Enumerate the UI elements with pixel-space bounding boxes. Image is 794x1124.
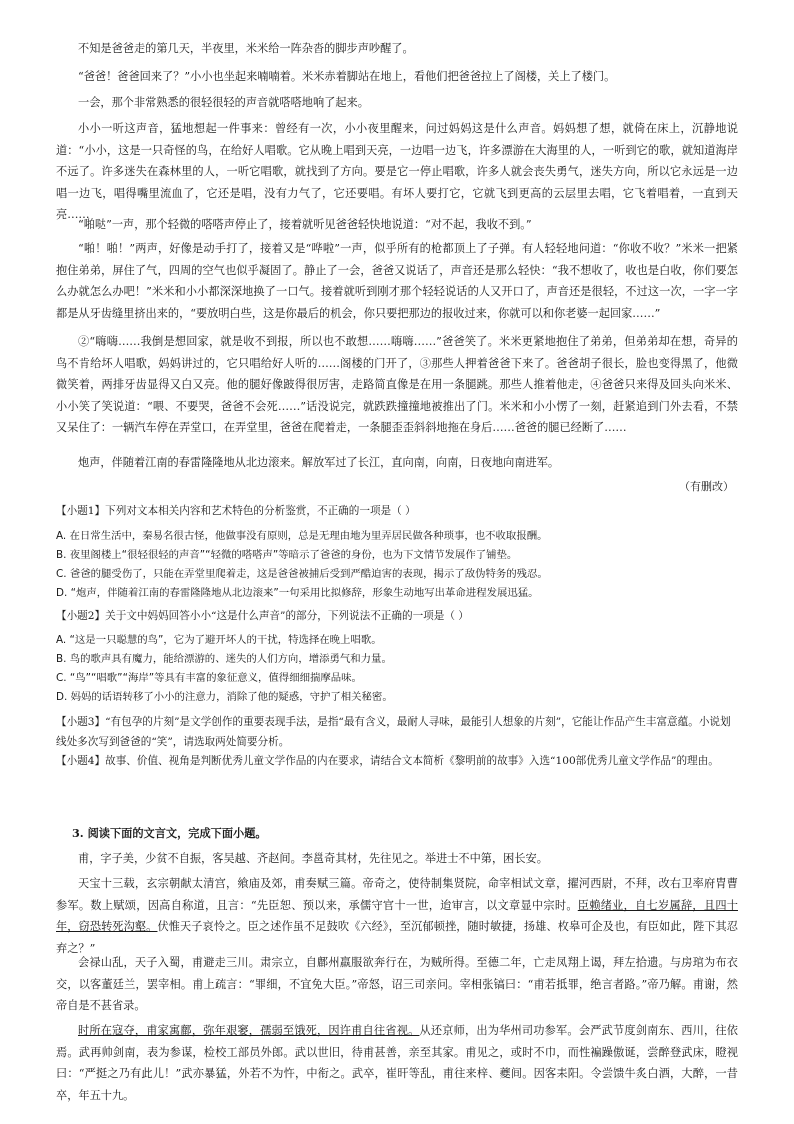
- question-2: 【小题2】关于文中妈妈回答小小“这是什么声音”的部分，下列说法不正确的一项是（ ）: [56, 610, 469, 622]
- source-note: （有删改）: [679, 480, 734, 493]
- q1-option-c: C. 爸爸的腿受伤了，只能在弄堂里爬着走，这是爸爸被捕后受到严酷迫害的表现，揭示了敌伪特务的残忍。: [56, 568, 548, 580]
- question-3: 【小题3】“有包孕的片刻”是文学创作的重要表现手法，是指“最有含义，最耐人寻味，最能引人想象的片刻”，它能让作品产生丰富意蕴。小说划线处多次写到爸爸的“笑”，请选取两处简要分析。: [56, 716, 731, 748]
- q2-option-d: D. 妈妈的话语转移了小小的注意力，消除了他的疑惑，守护了相关秘密。: [56, 691, 393, 703]
- question-4: 【小题4】故事、价值、视角是判断优秀儿童文学作品的内在要求，请结合文本简析《黎明前的故事》入选“100部优秀儿童文学作品”的理由。: [56, 755, 719, 767]
- story-paragraph-2: “爸爸！爸爸回来了？”小小也坐起来喃喃着。米米赤着脚站在地上，看他们把爸爸拉上了阁楼，关上了楼门。: [78, 70, 616, 83]
- classical-paragraph-1: 甫，字子美，少贫不自振，客吴越、齐赵间。李邕奇其材，先往见之。举进士不中第，困长安。: [78, 852, 548, 865]
- underlined-sentence-2: 时所在寇夺，甫家寓鄜，弥年艰窭，孺弱至饿死，因许甫自往省视。: [78, 1024, 420, 1037]
- classical-p4-text-b: 从还京师，出为华州司功参军。会严武节度剑南东、西川，往依焉。武再帅剑南，表为参谋，检校工部员外郎。武以世旧，待甫甚善，亲至其家。甫见之，或时不巾，而性褊躁傲诞，尝醉登武床，瞪视曰：“严挺之乃有此儿！”武亦暴猛，外若不为忤，中衔之。武卒，崔旰等乱，甫往来梓、夔间。因客耒阳。令尝馈牛炙白酒，大醉，一昔卒，年五十九。: [56, 1024, 738, 1102]
- classical-paragraph-4: [56, 1020, 738, 1106]
- underlined-sentence-1: 臣赖绪业，自七岁属辞，且四十年，窃恐转死沟壑。: [56, 898, 738, 933]
- classical-paragraph-2: [56, 873, 738, 959]
- q1-option-a: A. 在日常生活中，秦易名很古怪，他做事没有原则，总是无理由地为里弄居民做各种琐事，也不收取报酬。: [56, 530, 548, 542]
- story-paragraph-1: 不知是爸爸走的第几天，半夜里，米米给一阵杂沓的脚步声吵醒了。: [78, 42, 414, 55]
- q1-option-b: B. 夜里阁楼上“很轻很轻的声音”“轻微的嗒嗒声”等暗示了爸爸的身份，也为下文情节发展作了铺垫。: [56, 549, 518, 561]
- story-paragraph-6: “啪！啪！”两声，好像是动手打了，接着又是“哗啦”一声，似乎所有的枪都顶上了子弹。有人轻轻地问道：“你收不收？”米米一把紧抱住弟弟，屏住了气，四周的空气也似乎凝固了。静止了一会，爸爸又说话了，声音还是那么轻快：“我不想收了，收也是白收，你们要怎么办就怎么办吧！”米米和小小都深深地换了一口气。接着就听到刚才那个轻轻说话的人又开口了，声音还是很轻，不过这一次，一字一字都是从牙齿缝里挤出来的，“要放明白些，这是你最后的机会，你只要把那边的报收过来，你就可以和你老婆一起回家……”: [56, 242, 738, 320]
- q2-option-c: C. “鸟”“唱歌”“海岸”等具有丰富的象征意义，值得细细揣摩品味。: [56, 672, 362, 684]
- q2-option-a: A. “这是一只聪慧的鸟”，它为了避开坏人的干扰，特选择在晚上唱歌。: [56, 634, 382, 646]
- classical-p2-text-b: 伏惟天子哀怜之。臣之述作虽不足鼓吹《六经》，至沉郁顿挫，随时敏捷，扬雄、枚皋可企及也，有臣如此，陛下其忍弃之？”: [56, 920, 738, 955]
- classical-p2-text-a: 天宝十三载，玄宗朝献太清宫，飨庙及郊，甫奏赋三篇。帝奇之，使待制集贤院，命宰相试文章，擢河西尉，不拜，改右卫率府胄曹参军。数上赋颂，因高自称道，且言：“先臣恕、预以来，承儒守官十一世，迨审言，以文章显中宗时。: [56, 877, 738, 912]
- story-paragraph-8: 炮声，伴随着江南的春雷隆隆地从北边滚来。解放军过了长江，直向南，向南，日夜地向南进军。: [78, 456, 560, 469]
- q2-option-b: B. 鸟的歌声具有魔力，能给漂游的、迷失的人们方向，增添勇气和力量。: [56, 653, 392, 665]
- question-1: 【小题1】下列对文本相关内容和艺术特色的分析鉴赏，不正确的一项是（ ）: [56, 505, 416, 517]
- story-paragraph-4: 小小一听这声音，猛地想起一件事来：曾经有一次，小小夜里醒来，问过妈妈这是什么声音。妈妈想了想，就倚在床上，沉静地说道：“小小，这是一只奇怪的鸟，在给好人唱歌。它从晚上唱到天亮，一边唱一边飞，许多漂游在大海里的人，一听到它的歌，就知道海岸不远了。许多迷失在森林里的人，一听它唱歌，就找到了方向。要是它一停止唱歌，许多人就会丧失勇气，迷失方向，所以它永远是一边唱一边飞，唱得嘴里流血了，它还是唱，没有力气了，它还要唱。有坏人要打它，它就飞到更高的云层里去唱，它飞着唱着，一直到天亮……: [56, 122, 738, 221]
- story-paragraph-5: “啪哒”一声，那个轻微的嗒嗒声停止了，接着就听见爸爸轻快地说道：“对不起，我收不到。”: [78, 218, 532, 231]
- story-paragraph-3: 一会，那个非常熟悉的很轻很轻的声音就嗒嗒地响了起来。: [78, 96, 369, 109]
- q1-option-d: D. “炮声，伴随着江南的春雷隆隆地从北边滚来”一句采用比拟修辞，形象生动地写出革命进程发展迅猛。: [56, 587, 539, 599]
- section-heading: 3. 阅读下面的文言文，完成下面小题。: [72, 826, 267, 840]
- classical-paragraph-3: 会禄山乱，天子入蜀，甫避走三川。肃宗立，自鄜州羸服欲奔行在，为贼所得。至德二年，亡走凤翔上谒，拜左拾遗。与房琯为布衣交，以客董廷兰，罢宰相。甫上疏言：“罪细，不宜免大臣。”帝怒，诏三司亲问。宰相张镐曰：“甫若抵罪，绝言者路。”帝乃解。甫谢，然帝自是不甚省录。: [56, 956, 738, 1012]
- story-paragraph-7: ②“嗨嗨……我倒是想回家，就是收不到报，所以也不敢想……嗨嗨……”爸爸笑了。米米更紧地抱住了弟弟，但弟弟却在想，奇异的鸟不肯给坏人唱歌，妈妈讲过的，它只唱给好人听的……阁楼的门开了，③那些人押着爸爸下来了。爸爸胡子很长，脸也变得黑了，他微微笑着，两排牙齿显得又白又亮。他的腿好像跛得很厉害，走路简直像是在用一条腿跳。那些人推着他走，④爸爸只来得及回头向米米、小小笑了笑说道：“喂、不要哭，爸爸不会死……”话没说完，就跌跌撞撞地被推出了门。米米和小小愣了一刻，赶紧追到门外去看，不禁又呆住了：一辆汽车停在弄堂口，在弄堂里，爸爸在爬着走，一条腿歪歪斜斜地拖在身后……爸爸的腿已经断了……: [56, 335, 738, 434]
